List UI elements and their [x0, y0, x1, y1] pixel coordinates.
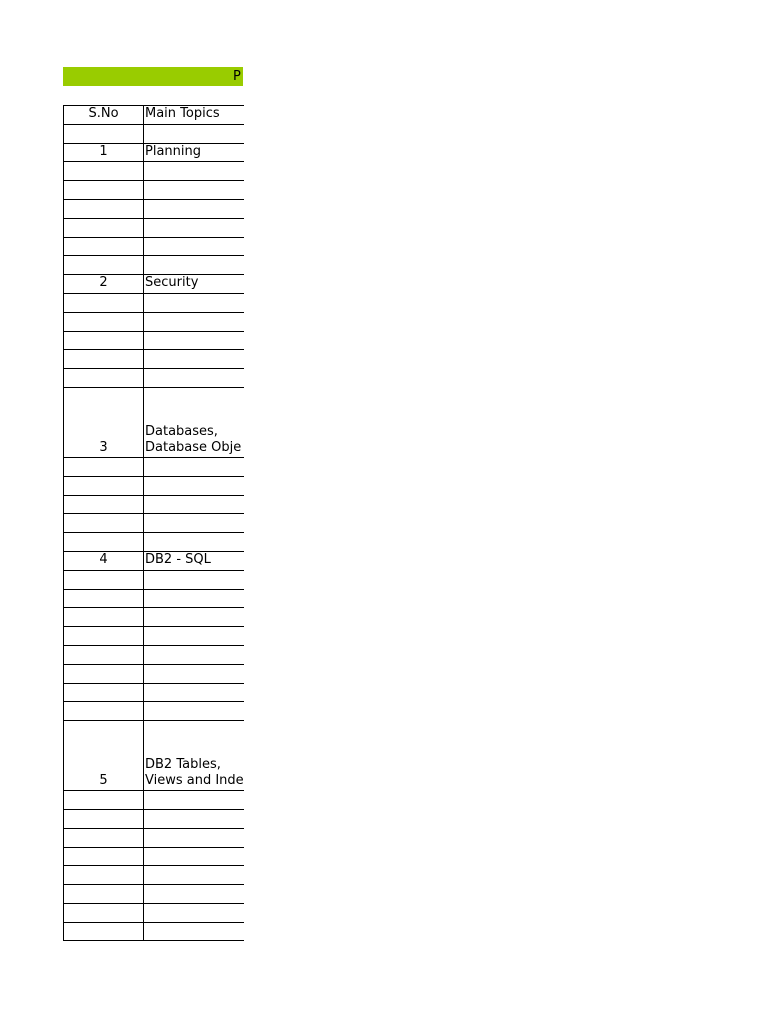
blank-cell[interactable] — [64, 608, 144, 626]
blank-cell[interactable] — [64, 369, 144, 387]
blank-row — [64, 458, 244, 477]
blank-cell[interactable] — [144, 313, 244, 331]
topic-name-line: Planning — [145, 143, 201, 159]
blank-cell[interactable] — [144, 829, 244, 847]
blank-row — [64, 646, 244, 665]
topic-sno[interactable]: 2 — [64, 275, 144, 293]
blank-cell[interactable] — [144, 904, 244, 922]
blank-cell[interactable] — [144, 866, 244, 884]
blank-cell[interactable] — [64, 313, 144, 331]
blank-cell[interactable] — [64, 885, 144, 903]
blank-cell[interactable] — [144, 885, 244, 903]
blank-cell[interactable] — [144, 477, 244, 495]
blank-cell[interactable] — [64, 219, 144, 237]
blank-cell[interactable] — [144, 181, 244, 199]
blank-cell[interactable] — [144, 369, 244, 387]
blank-cell[interactable] — [144, 665, 244, 683]
blank-cell[interactable] — [64, 200, 144, 218]
blank-row — [64, 162, 244, 181]
blank-cell[interactable] — [144, 646, 244, 664]
blank-cell[interactable] — [64, 125, 144, 143]
blank-cell[interactable] — [64, 256, 144, 274]
blank-row — [64, 590, 244, 609]
blank-row — [64, 350, 244, 369]
blank-row — [64, 665, 244, 684]
blank-row — [64, 313, 244, 332]
blank-cell[interactable] — [64, 332, 144, 350]
blank-cell[interactable] — [144, 514, 244, 532]
blank-row — [64, 608, 244, 627]
blank-row — [64, 848, 244, 867]
blank-cell[interactable] — [64, 294, 144, 312]
blank-row — [64, 829, 244, 848]
blank-cell[interactable] — [64, 350, 144, 368]
header-sno[interactable]: S.No — [64, 106, 144, 124]
blank-cell[interactable] — [64, 458, 144, 476]
topic-name[interactable] — [144, 275, 244, 293]
blank-cell[interactable] — [144, 627, 244, 645]
blank-cell[interactable] — [64, 571, 144, 589]
blank-cell[interactable] — [64, 181, 144, 199]
blank-cell[interactable] — [64, 627, 144, 645]
blank-row — [64, 238, 244, 257]
blank-row — [64, 684, 244, 703]
blank-cell[interactable] — [144, 332, 244, 350]
blank-row — [64, 627, 244, 646]
topic-name-line: DB2 Tables, — [145, 757, 221, 773]
blank-cell[interactable] — [144, 238, 244, 256]
topic-name[interactable] — [144, 388, 244, 457]
blank-cell[interactable] — [144, 294, 244, 312]
topic-name[interactable] — [144, 721, 244, 790]
blank-row — [64, 904, 244, 923]
blank-cell[interactable] — [144, 791, 244, 809]
header-row — [64, 106, 244, 125]
blank-row — [64, 810, 244, 829]
blank-cell[interactable] — [64, 848, 144, 866]
blank-cell[interactable] — [144, 162, 244, 180]
blank-cell[interactable] — [64, 477, 144, 495]
blank-row — [64, 533, 244, 552]
blank-cell[interactable] — [64, 162, 144, 180]
blank-row — [64, 496, 244, 515]
blank-cell[interactable] — [144, 533, 244, 551]
blank-cell[interactable] — [64, 904, 144, 922]
spreadsheet-table — [63, 105, 244, 941]
blank-cell[interactable] — [64, 238, 144, 256]
blank-cell[interactable] — [144, 458, 244, 476]
blank-cell[interactable] — [144, 350, 244, 368]
blank-cell[interactable] — [64, 791, 144, 809]
blank-row — [64, 219, 244, 238]
topic-name-line: Database Obje — [145, 439, 242, 455]
blank-row — [64, 332, 244, 351]
blank-cell[interactable] — [144, 256, 244, 274]
blank-cell[interactable] — [64, 496, 144, 514]
topic-row-3 — [64, 388, 244, 458]
blank-cell[interactable] — [64, 866, 144, 884]
topic-row-1 — [64, 144, 244, 163]
blank-cell[interactable] — [144, 608, 244, 626]
blank-cell[interactable] — [144, 125, 244, 143]
topic-row-5 — [64, 721, 244, 791]
topic-name[interactable] — [144, 144, 244, 162]
blank-row — [64, 369, 244, 388]
blank-row — [64, 514, 244, 533]
blank-cell[interactable] — [64, 646, 144, 664]
blank-cell[interactable] — [64, 514, 144, 532]
blank-cell[interactable] — [144, 810, 244, 828]
blank-row — [64, 200, 244, 219]
blank-cell[interactable] — [64, 702, 144, 720]
blank-row — [64, 256, 244, 275]
blank-cell[interactable] — [64, 923, 144, 941]
blank-row — [64, 181, 244, 200]
blank-cell[interactable] — [64, 810, 144, 828]
blank-row — [64, 791, 244, 810]
blank-cell[interactable] — [144, 200, 244, 218]
blank-cell[interactable] — [144, 923, 244, 941]
topic-name-line: Databases, — [145, 423, 218, 439]
topic-name-line: Security — [145, 275, 199, 291]
topic-row-4 — [64, 552, 244, 571]
topic-sno[interactable]: 3 — [64, 388, 144, 457]
blank-row — [64, 702, 244, 721]
blank-cell[interactable] — [64, 590, 144, 608]
blank-row — [64, 125, 244, 144]
blank-row — [64, 571, 244, 590]
topic-name[interactable] — [144, 552, 244, 570]
topic-name-line: DB2 - SQL — [145, 551, 211, 567]
blank-cell[interactable] — [64, 829, 144, 847]
blank-cell[interactable] — [144, 219, 244, 237]
blank-cell[interactable] — [64, 533, 144, 551]
sheet-title: P — [233, 69, 241, 84]
blank-cell[interactable] — [64, 665, 144, 683]
blank-cell[interactable] — [144, 590, 244, 608]
topic-sno[interactable]: 5 — [64, 721, 144, 790]
header-main-topics[interactable]: Main Topics — [145, 106, 220, 121]
blank-row — [64, 294, 244, 313]
blank-cell[interactable] — [144, 684, 244, 702]
blank-row — [64, 866, 244, 885]
topic-name-line: Views and Inde — [145, 773, 244, 789]
blank-row — [64, 923, 244, 942]
topic-sno[interactable]: 1 — [64, 144, 144, 162]
blank-cell[interactable] — [64, 684, 144, 702]
title-bar — [63, 67, 243, 86]
blank-cell[interactable] — [144, 496, 244, 514]
blank-cell[interactable] — [144, 702, 244, 720]
topic-row-2 — [64, 275, 244, 294]
blank-cell[interactable] — [144, 848, 244, 866]
topic-sno[interactable]: 4 — [64, 552, 144, 570]
blank-cell[interactable] — [144, 571, 244, 589]
blank-row — [64, 477, 244, 496]
blank-row — [64, 885, 244, 904]
